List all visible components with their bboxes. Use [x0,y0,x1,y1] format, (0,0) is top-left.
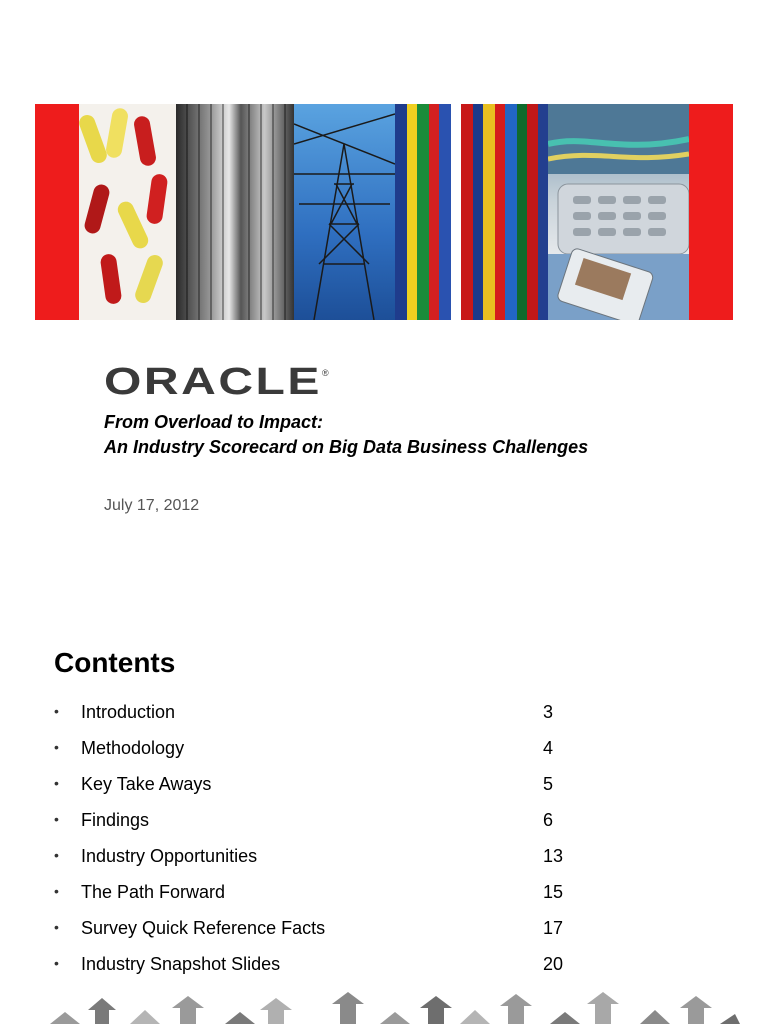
header-banner [35,104,733,320]
toc-item-label: Introduction [81,702,176,722]
pills-image [79,104,176,320]
toc-item [54,880,594,916]
toc-item [54,916,594,952]
toc-item [54,808,594,844]
toc-item-page: 4 [543,738,554,758]
report-title-line2: An Industry Scorecard on Big Data Business Challenges [104,437,589,457]
toc-item-page: 13 [543,846,564,866]
bullet-icon: • [54,955,59,971]
toc-item-label: Industry Opportunities [81,846,258,866]
power-tower-image [294,104,395,320]
toc-item [54,736,594,772]
flags-image [395,104,548,320]
toc-item-label: Key Take Aways [81,774,212,794]
bullet-icon: • [54,775,59,791]
report-title-line1: From Overload to Impact: [104,412,324,432]
toc-item-page: 15 [543,882,564,902]
report-date: July 17, 2012 [104,497,200,514]
toc-item-label: Methodology [81,738,185,758]
oracle-logo-text: ORACLE [104,362,322,402]
decorative-arrows [40,990,740,1024]
toc-item-page: 6 [543,810,554,830]
bullet-icon: • [54,703,59,719]
toc-item-label: Findings [81,810,150,830]
table-of-contents [54,700,594,988]
toc-item-page: 20 [543,954,564,974]
buildings-image [176,104,294,320]
bullet-icon: • [54,811,59,827]
contents-heading: Contents [54,647,176,678]
toc-item-label: Survey Quick Reference Facts [81,918,326,938]
toc-item-page: 17 [543,918,564,938]
toc-item [54,952,594,988]
toc-item [54,844,594,880]
bullet-icon: • [54,919,59,935]
svg-text:®: ® [322,368,329,378]
bullet-icon: • [54,883,59,899]
toc-item-label: The Path Forward [81,882,226,902]
oracle-logo [104,362,334,402]
bullet-icon: • [54,739,59,755]
toc-item [54,772,594,808]
toc-item-page: 5 [543,774,554,794]
technology-image [548,104,689,320]
toc-item-page: 3 [543,702,554,722]
bullet-icon: • [54,847,59,863]
toc-item [54,700,594,736]
toc-item-label: Industry Snapshot Slides [81,954,281,974]
